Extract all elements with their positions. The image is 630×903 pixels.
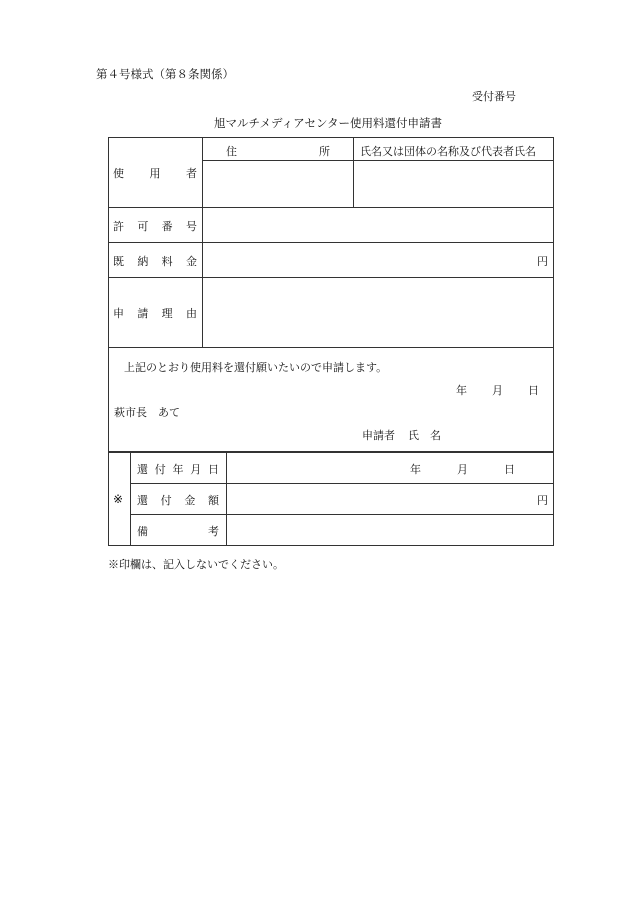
address-label: 住 所 [226,145,330,158]
remarks-label: 備 考 [137,525,219,538]
form-number: 第４号様式（第８条関係） [96,67,234,81]
application-statement: 上記のとおり使用料を還付願いたいので申請します。 [124,361,388,374]
name-label: 氏名又は団体の名称及び代表者氏名 [360,145,536,158]
refund-amount-yen: 円 [537,494,548,507]
refund-date-year: 年 [410,463,421,476]
date-year: 年 [456,384,467,397]
refund-date-day: 日 [504,463,515,476]
addressee: 萩市長 あて [114,406,180,419]
office-mark: ※ [113,492,124,506]
refund-date-label: 還 付 年 月 日 [137,463,219,476]
paid-fee-label: 既 納 料 金 [113,255,197,268]
user-label: 使 用 者 [113,167,197,180]
form-title: 旭マルチメディアセンター使用料還付申請書 [214,116,443,130]
footnote: ※印欄は、記入しないでください。 [108,558,284,571]
receipt-number-label: 受付番号 [472,90,516,103]
date-day: 日 [528,384,539,397]
applicant-name-label: 氏 名 [408,429,441,442]
reason-label: 申 請 理 由 [113,307,197,320]
paid-fee-yen: 円 [537,255,548,268]
date-month: 月 [492,384,503,397]
permit-number-label: 許 可 番 号 [113,220,197,233]
applicant-label: 申請者 [362,429,395,442]
refund-amount-label: 還 付 金 額 [137,494,219,507]
refund-date-month: 月 [457,463,468,476]
